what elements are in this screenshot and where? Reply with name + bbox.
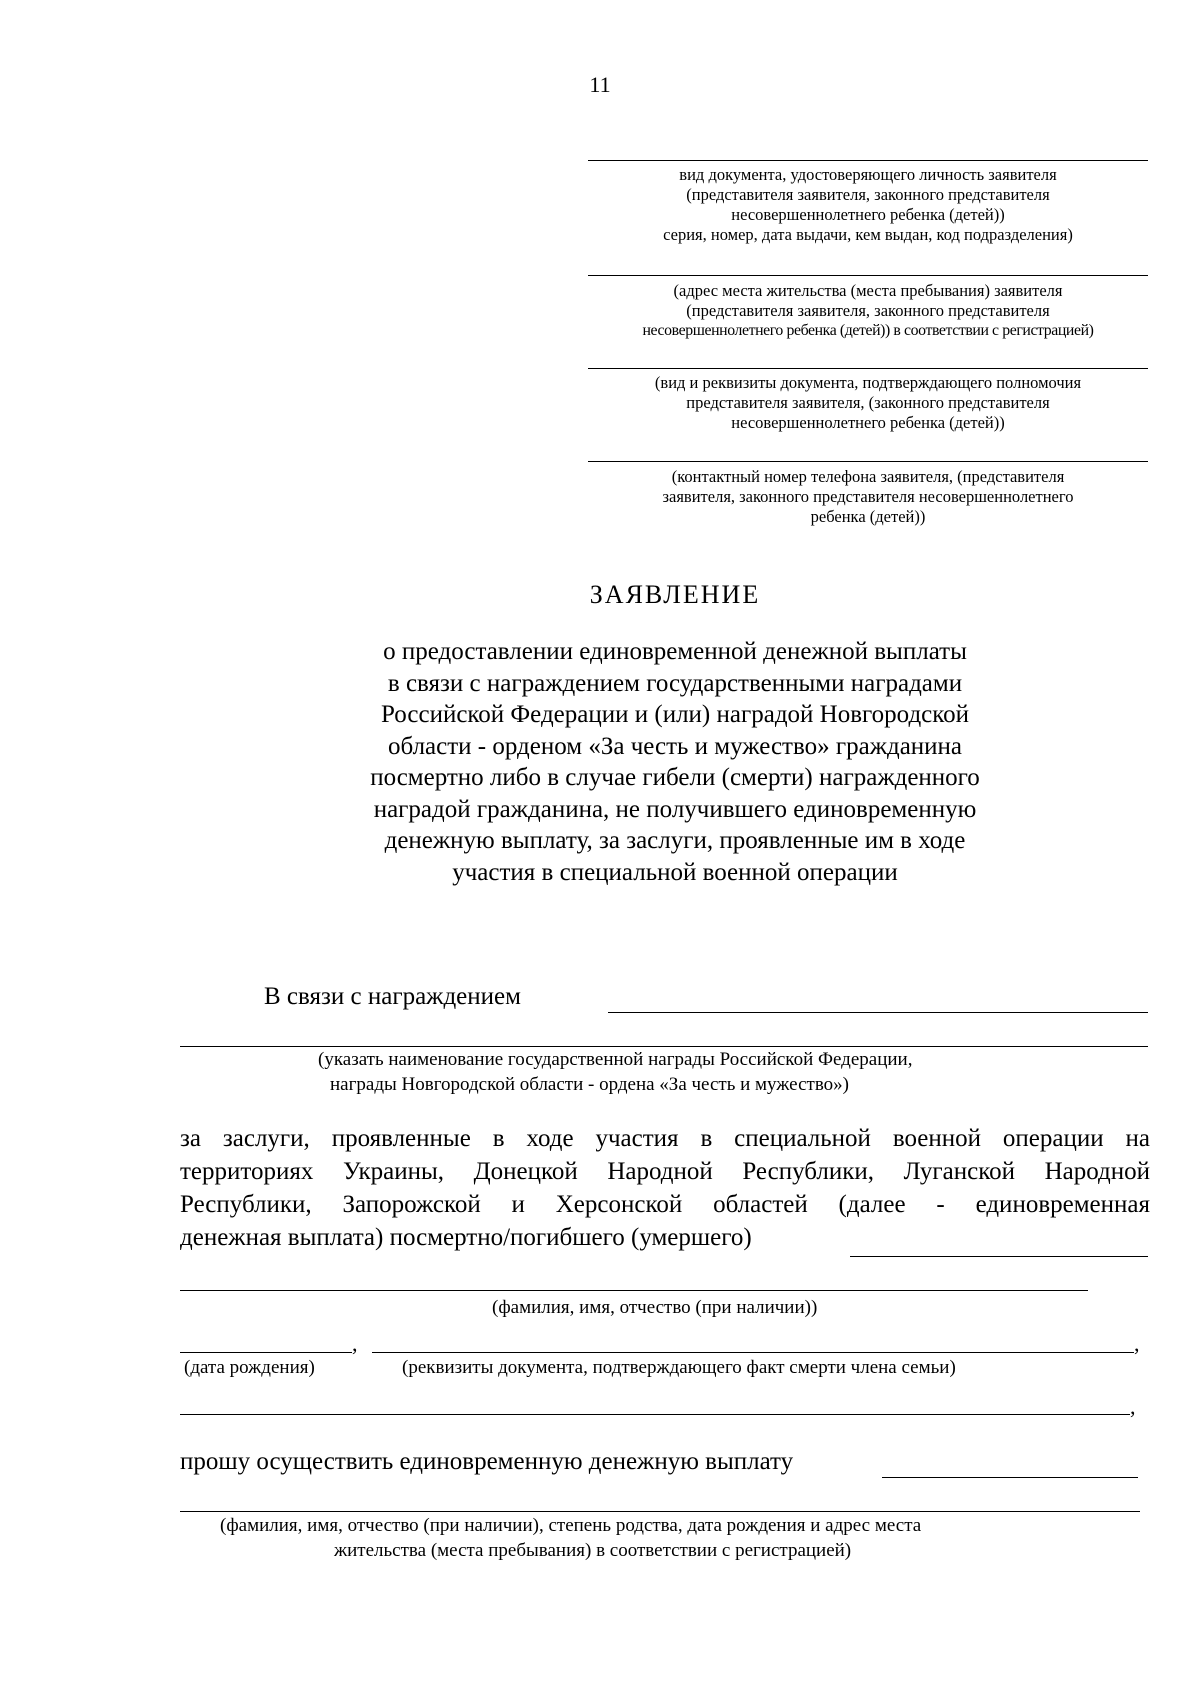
- death-doc-input-line[interactable]: [372, 1352, 1134, 1353]
- recipient-caption-line-1: (фамилия, имя, отчество (при наличии), степень родства, дата рождения и адрес места: [220, 1515, 922, 1536]
- request-text: прошу осуществить единовременную денежную выплату: [180, 1448, 794, 1475]
- comma: ,: [352, 1331, 358, 1356]
- page-number: 11: [589, 72, 611, 97]
- recipient-input-line-1[interactable]: [882, 1477, 1138, 1478]
- recipient-input-line-2[interactable]: [180, 1511, 1140, 1512]
- award-caption-line-1: (указать наименование государственной награды Российской Федерации,: [318, 1049, 913, 1070]
- comma: ,: [1130, 1394, 1136, 1419]
- merit-paragraph: за заслуги, проявленные в ходе участия в специальной военной операции на территориях Украины, Донецкой Народной Республики, Луганской Народной Республики, Запорожской и Херсонской областей (далее - единовременная денежная выплата) посмертно/погибшего (умершего): [180, 1125, 1150, 1251]
- header-field-3-caption: (вид и реквизиты документа, подтверждающего полномочия представителя заявителя, (законного представителя несовершеннолетнего ребенка (детей)): [654, 373, 1082, 432]
- comma: ,: [1134, 1331, 1140, 1356]
- award-caption-line-2: награды Новгородской области - ордена «За честь и мужество»): [330, 1074, 849, 1095]
- document-subtitle: о предоставлении единовременной денежной выплаты в связи с награждением государственными наградами Российской Федерации и (или) наградой Новгородской области - орденом «За честь и мужество» гражданина посмертно либо в случае гибели (смерти) награжденного наградой гражданина, не получившего единовременную денежную выплату, за заслуги, проявленные им в ходе участия в специальной военной операции: [370, 638, 980, 886]
- recipient-caption-line-2: жительства (места пребывания) в соответствии с регистрацией): [334, 1540, 852, 1561]
- death-doc-input-line-2[interactable]: [180, 1414, 1130, 1415]
- header-field-2-caption: (адрес места жительства (места пребывания) заявителя (представителя заявителя, законного представителя несовершеннолетнего ребенка (детей)) в соответствии с регистрацией): [642, 281, 1094, 339]
- header-field-1-line: [588, 160, 1148, 161]
- birth-date-input-line[interactable]: [180, 1352, 352, 1353]
- header-field-3-line: [588, 368, 1148, 369]
- award-input-line-2[interactable]: [180, 1046, 1148, 1047]
- fio-caption: (фамилия, имя, отчество (при наличии)): [492, 1297, 818, 1318]
- deceased-input-line-1[interactable]: [850, 1256, 1148, 1257]
- header-field-4-caption: (контактный номер телефона заявителя, (представителя заявителя, законного представителя несовершеннолетнего ребенка (детей)): [662, 467, 1074, 526]
- header-field-1-caption: вид документа, удостоверяющего личность заявителя (представителя заявителя, законного представителя несовершеннолетнего ребенка (детей)) серия, номер, дата выдачи, кем выдан, код подразделения): [663, 165, 1073, 244]
- header-field-4-line: [588, 461, 1148, 462]
- birth-date-caption: (дата рождения): [184, 1357, 315, 1378]
- document-title: ЗАЯВЛЕНИЕ: [589, 580, 761, 609]
- header-field-2-line: [588, 275, 1148, 276]
- award-input-line-1[interactable]: [608, 1012, 1148, 1013]
- intro-text: В связи с награждением: [264, 983, 521, 1010]
- death-doc-caption: (реквизиты документа, подтверждающего факт смерти члена семьи): [402, 1357, 956, 1378]
- deceased-input-line-2[interactable]: [180, 1290, 1088, 1291]
